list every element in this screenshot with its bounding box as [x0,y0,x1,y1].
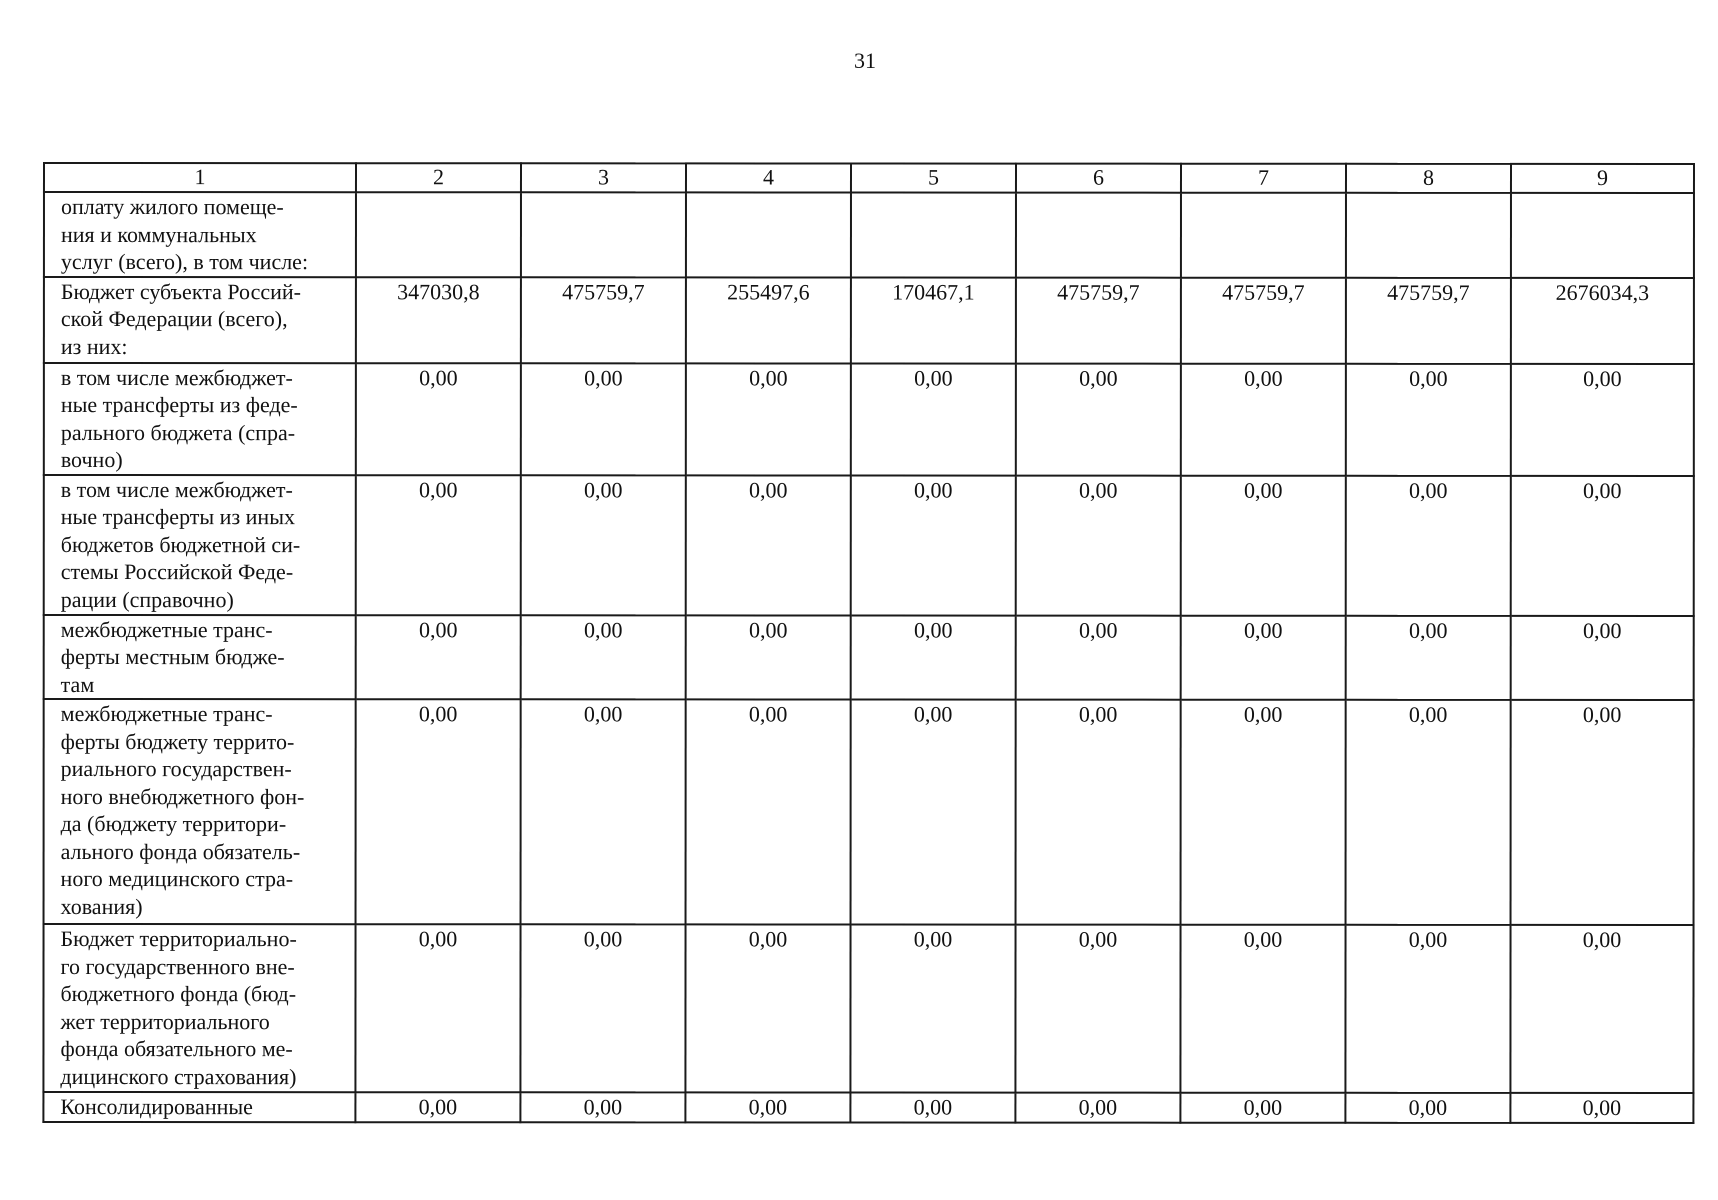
table-cell: 0,00 [1510,925,1693,1093]
table-cell: 0,00 [1510,1093,1693,1123]
table-cell: 0,00 [850,924,1015,1092]
row-label: в том числе межбюджет- ные трансферты из иных бюджетов бюджетной си- стемы Российской Феде- рации (справочно) [44,475,356,615]
table-cell: 0,00 [851,363,1016,475]
table-cell: 0,00 [1346,700,1511,925]
table-cell: 0,00 [851,615,1016,700]
table-cell: 475759,7 [1016,277,1181,363]
table-cell: 0,00 [1016,700,1181,925]
table-cell [521,192,686,277]
table-cell: 0,00 [686,615,851,700]
budget-table [42,162,1695,1124]
table-cell: 0,00 [1016,475,1181,615]
table-cell: 0,00 [1180,925,1345,1093]
table-cell: 0,00 [1346,475,1511,615]
column-header: 8 [1346,164,1511,193]
row-label: Бюджет территориально- го государственного вне- бюджетного фонда (бюд- жет территориального фонда обязательного ме- дицинского страхования) [43,924,355,1092]
table-cell: 0,00 [686,475,851,615]
table-cell: 0,00 [686,699,851,924]
table-cell: 0,00 [850,1092,1015,1122]
table-header-row [44,163,1694,193]
table-cell: 0,00 [1511,363,1694,475]
table-cell: 475759,7 [1181,277,1346,363]
table-cell: 0,00 [1511,700,1694,925]
column-header: 2 [356,163,521,192]
table-cell: 0,00 [1181,475,1346,615]
table-cell: 0,00 [685,924,850,1092]
table-cell [686,192,851,277]
column-header: 3 [521,163,686,192]
table-cell: 2676034,3 [1511,277,1694,363]
table-cell: 0,00 [686,363,851,475]
table-cell [1016,193,1181,278]
table-row [44,475,1694,616]
table-cell: 475759,7 [521,277,686,363]
table-cell [356,192,521,277]
table-row [44,277,1694,364]
table-cell: 0,00 [1015,925,1180,1093]
table-cell: 0,00 [1016,615,1181,700]
table-cell [851,192,1016,277]
table-row [44,363,1694,476]
table-cell: 0,00 [1345,1093,1510,1123]
table-cell: 0,00 [685,1092,850,1122]
column-header: 9 [1511,164,1694,193]
column-header: 5 [851,163,1016,192]
table-cell: 0,00 [521,363,686,475]
table-row [44,699,1694,925]
table-cell: 0,00 [356,699,521,924]
page-number: 31 [854,48,876,73]
row-label: Бюджет субъекта Россий- ской Федерации (всего), из них: [44,277,356,363]
table-cell: 0,00 [521,615,686,700]
table-cell: 0,00 [520,1092,685,1122]
row-label: межбюджетные транс- ферты местным бюдже- там [44,615,356,700]
table-cell: 0,00 [1345,925,1510,1093]
table-cell: 475759,7 [1346,277,1511,363]
table-cell: 255497,6 [686,277,851,363]
table-cell: 0,00 [1511,615,1694,700]
row-label: Консолидированные [43,1092,355,1122]
column-header: 1 [44,163,356,192]
column-header: 4 [686,163,851,192]
row-label: межбюджетные транс- ферты бюджету террито- риального государствен- ного внебюджетного фон- да (бюджету территори- ального фонда обязатель- ного медицинского стра- хования) [44,699,356,924]
table-cell: 0,00 [851,699,1016,924]
column-header: 6 [1016,164,1181,193]
row-label: оплату жилого помеще- ния и коммунальных услуг (всего), в том числе: [44,192,356,277]
table-row [43,1092,1693,1123]
column-header: 7 [1181,164,1346,193]
table-cell: 0,00 [521,699,686,924]
table-cell: 0,00 [1346,615,1511,700]
table-cell: 0,00 [1180,1093,1345,1123]
table-cell: 0,00 [1181,615,1346,700]
table-cell: 0,00 [1015,1093,1180,1123]
table-cell: 0,00 [355,1092,520,1122]
table-cell: 0,00 [1346,363,1511,475]
table-cell: 0,00 [356,363,521,475]
table-cell: 170467,1 [851,277,1016,363]
table-cell [1511,193,1694,278]
table-cell: 0,00 [851,475,1016,615]
row-label: в том числе межбюджет- ные трансферты из феде- рального бюджета (спра- вочно) [44,363,356,475]
table-cell: 0,00 [1181,700,1346,925]
table-cell: 0,00 [1511,475,1694,615]
table-cell: 0,00 [355,924,520,1092]
table-cell: 0,00 [520,924,685,1092]
table-cell [1181,193,1346,278]
table-row [43,924,1693,1093]
table-row [44,192,1694,278]
table-cell: 0,00 [356,475,521,615]
table-cell [1346,193,1511,278]
table-row [44,615,1694,701]
table-cell: 0,00 [521,475,686,615]
table-cell: 0,00 [1181,363,1346,475]
table-cell: 0,00 [356,615,521,700]
table-cell: 0,00 [1016,363,1181,475]
table-cell: 347030,8 [356,277,521,363]
